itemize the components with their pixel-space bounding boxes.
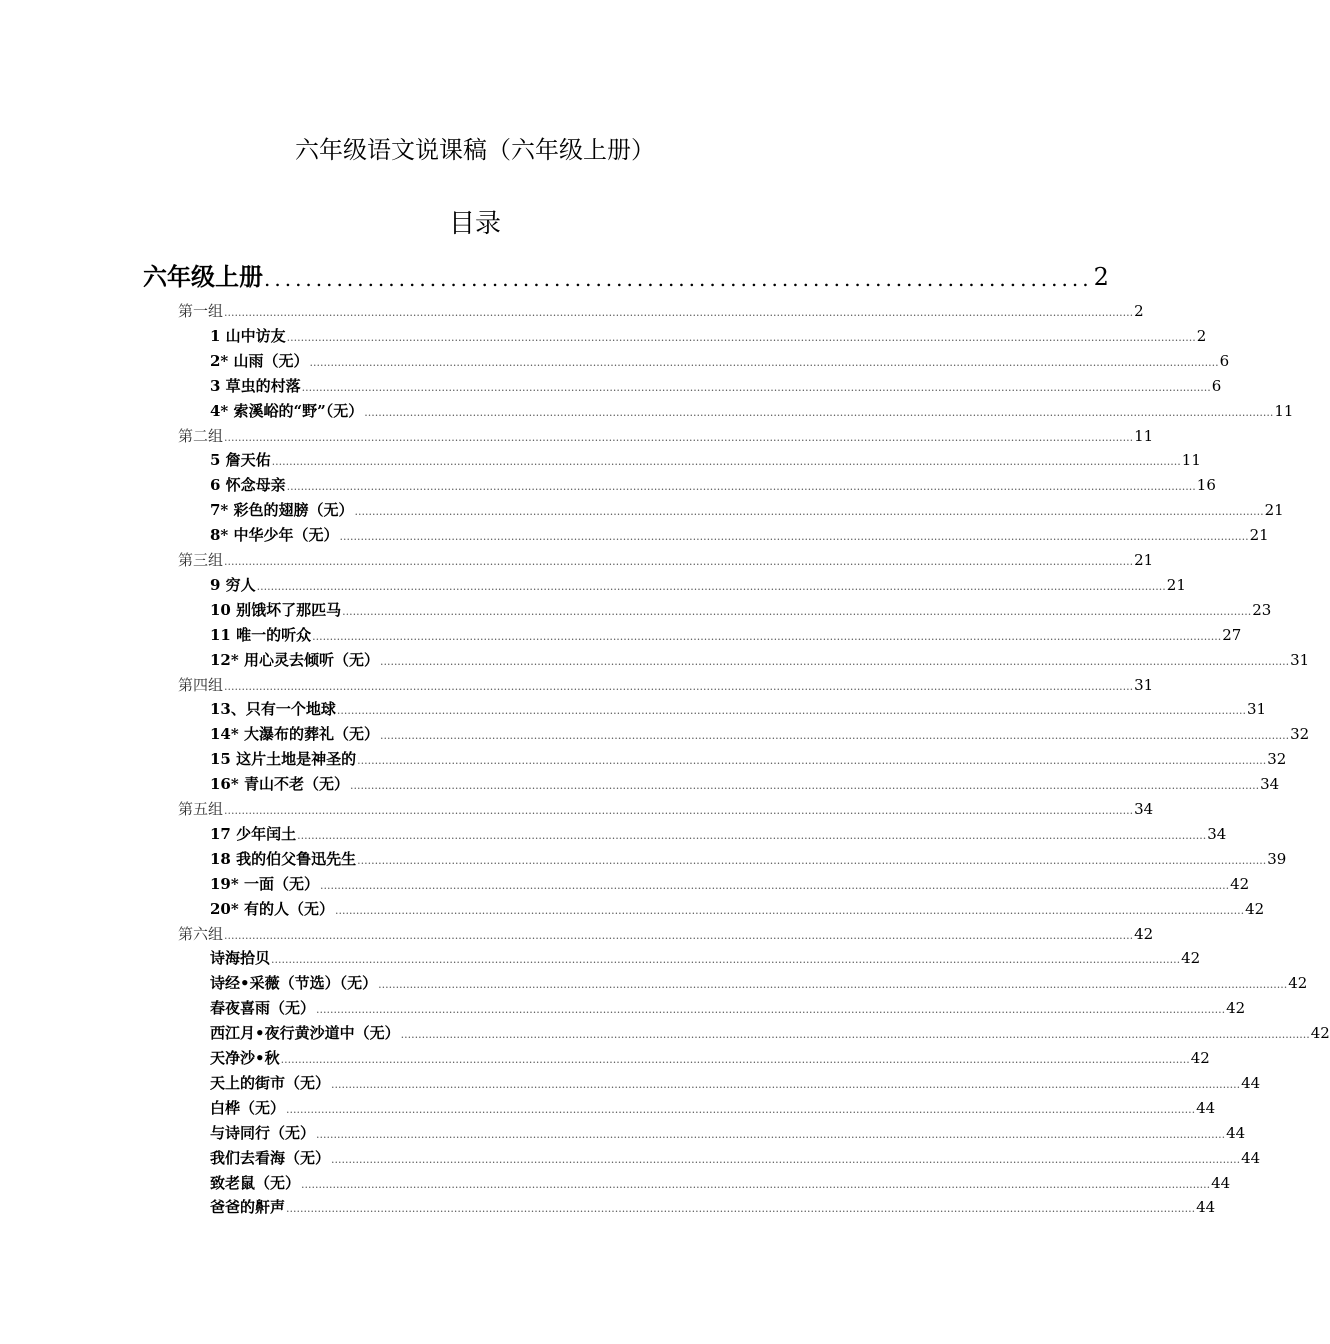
toc-dot-leader: .................................................................................................................................................................................................................................................................... (331, 1077, 1241, 1091)
toc-entry-lesson[interactable] (210, 523, 1269, 545)
toc-entry-label: 第五组 (178, 800, 224, 818)
toc-entry-page-number: 2 (1093, 263, 1109, 291)
toc-entry-page-number: 42 (1245, 899, 1265, 918)
toc-dot-leader: .................................................................................................................................................................................................................................................................... (286, 1202, 1196, 1216)
toc-entry-label: 1 山中访友 (210, 326, 286, 345)
toc-dot-leader: .................................................................................................................................................................................................................................................................... (336, 704, 1246, 718)
toc-entry-label: 11 唯一的听众 (210, 625, 312, 644)
toc-entry-page-number: 2 (1134, 302, 1144, 320)
toc-entry-label: 六年级上册 (143, 262, 263, 291)
toc-entry-label: 12* 用心灵去倾听（无） (210, 650, 379, 669)
toc-entry-lesson[interactable] (210, 598, 1272, 620)
toc-entry-label: 16* 青山不老（无） (210, 775, 349, 794)
toc-entry-lesson[interactable] (210, 1096, 1216, 1118)
toc-entry-lesson[interactable] (210, 747, 1287, 769)
toc-entry-lesson[interactable] (210, 498, 1284, 520)
toc-entry-label: 春夜喜雨（无） (210, 999, 316, 1018)
toc-dot-leader: .................................................................................................................................................................................................................................................................... (334, 903, 1245, 917)
toc-dot-leader: .................................................................................................................................................................................................................................................................... (224, 928, 1134, 942)
toc-entry-page-number: 39 (1267, 849, 1287, 868)
toc-dot-leader: .................................................................................................................................................................................................................................................................... (378, 978, 1288, 992)
toc-entry-page-number: 6 (1219, 351, 1230, 370)
toc-entry-label: 10 别饿坏了那匹马 (210, 600, 342, 619)
toc-entry-page-number: 21 (1134, 551, 1154, 569)
toc-entry-label: 3 草虫的村落 (210, 376, 301, 395)
toc-entry-lesson[interactable] (210, 996, 1246, 1018)
document-title: 六年级语文说课稿（六年级上册） (295, 136, 655, 164)
toc-entry-page-number: 42 (1226, 999, 1246, 1018)
toc-dot-leader: .................................................................................................................................................................................................................................................................... (256, 579, 1166, 593)
toc-entry-lesson[interactable] (210, 872, 1250, 894)
toc-entry-label: 20* 有的人（无） (210, 899, 334, 918)
toc-entry-lesson[interactable] (210, 1171, 1231, 1193)
toc-entry-page-number: 32 (1267, 750, 1287, 769)
toc-entry-label: 13、只有一个地球 (210, 700, 336, 719)
toc-entry-page-number: 21 (1166, 575, 1186, 594)
toc-dot-leader: .................................................................................................................................................................................................................................................................... (339, 530, 1249, 544)
toc-entry-lesson[interactable] (210, 1046, 1210, 1068)
toc-entry-lesson[interactable] (210, 374, 1222, 396)
toc-entry-group[interactable] (178, 673, 1154, 695)
toc-entry-page-number: 27 (1222, 625, 1242, 644)
toc-entry-lesson[interactable] (210, 971, 1308, 993)
toc-dot-leader: .................................................................................................................................................................................................................................................................... (286, 330, 1196, 344)
toc-entry-label: 诗海拾贝 (210, 949, 271, 968)
toc-entry-lesson[interactable] (210, 623, 1242, 645)
toc-entry-page-number: 11 (1274, 401, 1294, 420)
toc-entry-label: 天净沙•秋 (210, 1049, 280, 1067)
toc-entry-lesson[interactable] (210, 946, 1201, 968)
toc-entry-label: 第三组 (178, 551, 224, 569)
toc-entry-label: 14* 大瀑布的葬礼（无） (210, 725, 379, 744)
toc-entry-page-number: 34 (1260, 775, 1280, 794)
toc-entry-label: 4* 索溪峪的“野”（无） (210, 401, 364, 420)
toc-entry-label: 天上的街市（无） (210, 1073, 331, 1092)
toc-entry-page-number: 21 (1264, 501, 1284, 520)
toc-entry-label: 爸爸的鼾声 (210, 1198, 286, 1217)
toc-entry-page-number: 44 (1241, 1073, 1261, 1092)
toc-entry-page-number: 11 (1181, 451, 1201, 470)
toc-entry-label: 白桦（无） (210, 1098, 286, 1117)
toc-entry-lesson[interactable] (210, 772, 1280, 794)
toc-entry-page-number: 42 (1190, 1049, 1210, 1067)
toc-dot-leader: .................................................................................................................................................................................................................................................................... (297, 828, 1207, 842)
toc-entry-page-number: 31 (1290, 650, 1310, 669)
toc-entry-group[interactable] (178, 548, 1154, 570)
toc-dot-leader: .................................................................................................................................................................................................................................................................... (349, 779, 1260, 793)
toc-entry-label: 19* 一面（无） (210, 874, 319, 893)
toc-entry-label: 7* 彩色的翅膀（无） (210, 501, 354, 520)
toc-entry-lesson[interactable] (210, 1021, 1330, 1043)
toc-dot-leader: .................................................................................................................................................................................................................................................................... (301, 1177, 1211, 1191)
toc-entry-label: 17 少年闰土 (210, 824, 297, 843)
toc-entry-page-number: 11 (1134, 426, 1154, 445)
toc-entry-lesson[interactable] (210, 897, 1265, 919)
toc-entry-label: 15 这片土地是神圣的 (210, 750, 357, 769)
toc-entry-lesson[interactable] (210, 722, 1310, 744)
toc-dot-leader: .................................................................................................................................................................................................................................................................... (354, 505, 1264, 519)
toc-entry-lesson[interactable] (210, 1121, 1246, 1143)
toc-dot-leader: .................................................................................................................................................................................................................................................................... (379, 729, 1290, 743)
toc-entry-page-number: 44 (1241, 1148, 1261, 1167)
toc-dot-leader: .................................................................................................................................................................................................................................................................... (379, 654, 1290, 668)
toc-dot-leader: .................................................................................................................................................................................................................................................................... (224, 555, 1134, 568)
toc-entry-lesson[interactable] (210, 697, 1267, 719)
toc-dot-leader: .................................................................................................................................................................................................................................................................... (280, 1053, 1190, 1066)
toc-entry-label: 西江月•夜行黄沙道中（无） (210, 1024, 400, 1043)
toc-entry-label: 18 我的伯父鲁迅先生 (210, 849, 357, 868)
toc-dot-leader: .................................................................................................................................................................................................................................................................... (271, 953, 1181, 967)
toc-dot-leader: .................................................................................................................................................................................................................................................................... (316, 1003, 1226, 1017)
toc-dot-leader: .................................................................................................................................................................................................................................................................... (312, 629, 1222, 643)
toc-dot-leader: .................................................................................................................................................................................................................................................................... (309, 355, 1219, 369)
toc-entry-label: 8* 中华少年（无） (210, 526, 339, 545)
toc-entry-page-number: 44 (1226, 1123, 1246, 1142)
toc-heading: 目录 (448, 209, 501, 239)
toc-entry-lesson[interactable] (210, 1195, 1216, 1217)
toc-dot-leader: .................................................................................................................................................................................................................................................................... (224, 804, 1134, 817)
toc-dot-leader: .................................................................................................................................................................................................................................................................... (364, 405, 1274, 419)
toc-entry-label: 6 怀念母亲 (210, 476, 286, 495)
toc-entry-page-number: 31 (1247, 700, 1267, 719)
toc-entry-lesson[interactable] (210, 648, 1310, 670)
toc-entry-part[interactable] (143, 256, 1109, 292)
toc-entry-page-number: 34 (1134, 800, 1154, 818)
toc-entry-label: 第二组 (178, 426, 224, 445)
toc-entry-group[interactable] (178, 797, 1154, 819)
toc-entry-group[interactable] (178, 424, 1154, 446)
toc-entry-label: 我们去看海（无） (210, 1148, 331, 1167)
toc-dot-leader: .................................................................................................................................................................................................................................................................... (301, 380, 1211, 394)
toc-entry-label: 2* 山雨（无） (210, 351, 309, 370)
toc-dot-leader: .................................................................................................................................................................................................................................................................... (331, 1152, 1241, 1166)
toc-entry-page-number: 31 (1134, 675, 1154, 694)
toc-entry-page-number: 23 (1252, 600, 1272, 619)
toc-entry-label: 5 詹天佑 (210, 451, 271, 470)
toc-dot-leader: .................................................................................................................................................................................................................................................................... (224, 306, 1134, 319)
toc-dot-leader: .................................................................................................................................................................................................................................................................... (224, 430, 1134, 444)
toc-entry-label: 与诗同行（无） (210, 1123, 316, 1142)
toc-entry-lesson[interactable] (210, 473, 1216, 495)
toc-entry-page-number: 34 (1207, 824, 1227, 843)
toc-entry-page-number: 42 (1288, 974, 1308, 993)
toc-entry-group[interactable] (178, 299, 1144, 321)
toc-dot-leader: .................................................................................................................................................................................................................................................................... (319, 878, 1230, 892)
toc-entry-lesson[interactable] (210, 399, 1294, 421)
toc-dot-leader: ................................................................................ (264, 267, 1093, 291)
toc-entry-page-number: 44 (1211, 1173, 1231, 1192)
toc-entry-page-number: 42 (1181, 949, 1201, 968)
toc-entry-group[interactable] (178, 922, 1154, 944)
toc-dot-leader: .................................................................................................................................................................................................................................................................... (342, 604, 1252, 618)
toc-dot-leader: .................................................................................................................................................................................................................................................................... (400, 1028, 1310, 1042)
toc-entry-lesson[interactable] (210, 822, 1227, 844)
toc-entry-label: 第四组 (178, 675, 224, 694)
toc-dot-leader: .................................................................................................................................................................................................................................................................... (224, 679, 1134, 693)
toc-entry-label: 9 穷人 (210, 575, 256, 594)
toc-entry-lesson[interactable] (210, 349, 1230, 371)
toc-entry-page-number: 42 (1134, 924, 1154, 943)
toc-entry-page-number: 44 (1196, 1198, 1216, 1217)
toc-entry-lesson[interactable] (210, 1146, 1261, 1168)
toc-dot-leader: .................................................................................................................................................................................................................................................................... (286, 1102, 1196, 1116)
toc-entry-label: 诗经•采薇（节选）（无） (210, 974, 378, 993)
toc-entry-page-number: 16 (1196, 476, 1216, 495)
toc-entry-lesson[interactable] (210, 573, 1186, 595)
toc-dot-leader: .................................................................................................................................................................................................................................................................... (357, 754, 1267, 768)
toc-dot-leader: .................................................................................................................................................................................................................................................................... (357, 853, 1267, 867)
toc-dot-leader: .................................................................................................................................................................................................................................................................... (286, 480, 1196, 494)
toc-entry-lesson[interactable] (210, 448, 1201, 470)
toc-dot-leader: .................................................................................................................................................................................................................................................................... (271, 455, 1181, 469)
toc-entry-page-number: 6 (1211, 376, 1222, 395)
toc-dot-leader: .................................................................................................................................................................................................................................................................... (316, 1127, 1226, 1141)
toc-entry-lesson[interactable] (210, 1071, 1261, 1093)
toc-entry-page-number: 21 (1249, 526, 1269, 545)
toc-entry-label: 致老鼠（无） (210, 1173, 301, 1192)
toc-entry-lesson[interactable] (210, 324, 1207, 346)
toc-entry-page-number: 42 (1230, 874, 1250, 893)
toc-entry-page-number: 42 (1310, 1024, 1330, 1043)
toc-entry-page-number: 32 (1290, 725, 1310, 744)
toc-entry-page-number: 2 (1196, 326, 1207, 345)
toc-entry-lesson[interactable] (210, 847, 1287, 869)
toc-entry-label: 第一组 (178, 302, 224, 320)
toc-entry-page-number: 44 (1196, 1098, 1216, 1117)
toc-entry-label: 第六组 (178, 924, 224, 943)
